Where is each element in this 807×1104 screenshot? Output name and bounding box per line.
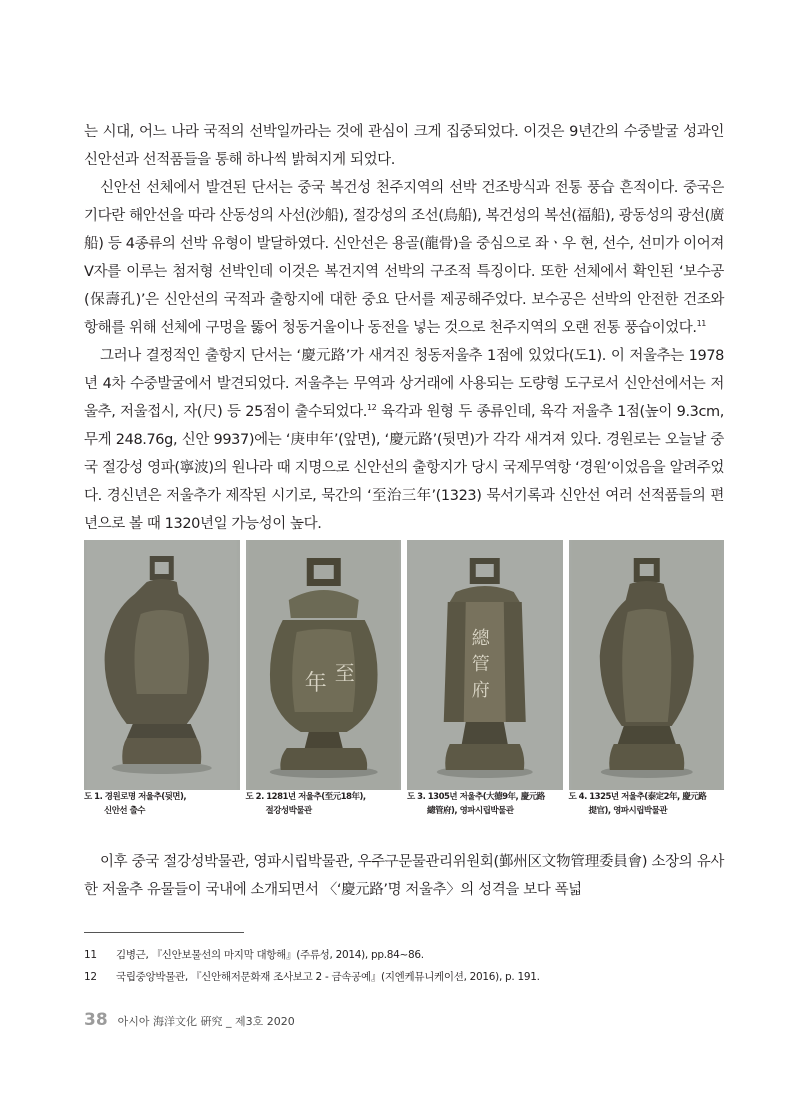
paragraph-3-part1: 그러나 결정적인 출항지 단서는 ‘慶元路’가 새겨진 청동저울추 1점에 있었다(도1). 이 저울추는 1978년 4차 수중발굴에서 발견되었다. 저울추는 무역과 상거래에 사용되는 도량형 도구로서 신안선에서는 저울추, 저울접시, 자(尺) 등 25점이 출수되었다. bbox=[84, 348, 724, 420]
paragraph-4: 이후 중국 절강성박물관, 영파시립박물관, 우주구문물관리위원회(鄞州区文物管理委員會) 소장의 유사한 저울추 유물들이 국내에 소개되면서 〈‘慶元路’명 저울추〉의 성격을 보다 폭넓 bbox=[84, 854, 724, 898]
paragraph-2-text: 신안선 선체에서 발견된 단서는 중국 복건성 천주지역의 선박 건조방식과 전통 풍습 흔적이다. 중국은 기다란 해안선을 따라 산동성의 사선(沙船), 절강성의 조선(鳥船), 복건성의 복선(福船), 광동성의 광선(廣船) 등 4종류의 선박 유형이 발달하였다. 신안선은 용골(龍骨)을 중심으로 좌ㆍ우 현, 선수, 선미가 이어져 V자를 이루는 첨저형 선박인데 이것은 복건지역 선박의 구조적 특징이다. 또한 선체에서 확인된 ‘보수공(保壽孔)’은 신안선의 국적과 출항지에 대한 중요 단서를 제공해주었다. 보수공은 선박의 안전한 건조와 항해를 위해 선체에 구멍을 뚫어 청동거울이나 동전을 넣는 것으로 천주지역의 오랜 전통 풍습이었다. bbox=[84, 180, 724, 336]
weight-3-image bbox=[407, 540, 563, 790]
figure-3-photo bbox=[407, 540, 563, 790]
caption-line: 도 4. 1325년 저울추(泰定2年, 慶元路 bbox=[568, 792, 707, 802]
caption-line: 도 3. 1305년 저울추(大德9年, 慶元路 bbox=[407, 792, 545, 802]
caption-line: 신안선 출수 bbox=[104, 806, 146, 816]
caption-line: 도 1. 경원로명 저울추(뒷면), bbox=[84, 792, 187, 802]
journal-title: 아시아 海洋文化 硏究 _ 제3호 2020 bbox=[117, 1015, 295, 1028]
footnote-12 bbox=[84, 966, 724, 988]
figure-1-photo bbox=[84, 540, 240, 790]
paragraph-2 bbox=[84, 174, 724, 342]
figure-4-caption bbox=[569, 790, 725, 818]
footnote-ref-11: 11 bbox=[696, 319, 706, 329]
page-footer bbox=[84, 1010, 295, 1030]
inscription-zong: 總 bbox=[471, 628, 490, 649]
page-number: 38 bbox=[84, 1010, 108, 1030]
footnote-number: 11 bbox=[84, 949, 97, 961]
figure-captions bbox=[84, 790, 724, 818]
paragraph-1: 는 시대, 어느 나라 국적의 선박일까라는 것에 관심이 크게 집중되었다. 이것은 9년간의 수중발굴 성과인 신안선과 선적품들을 통해 하나씩 밝혀지게 되었다. bbox=[84, 124, 724, 168]
weight-4-image bbox=[569, 540, 725, 790]
footnote-ref-12: 12 bbox=[366, 403, 377, 413]
figure-row bbox=[84, 540, 724, 790]
figure-4-photo bbox=[569, 540, 725, 790]
footnote-divider bbox=[84, 932, 244, 933]
footnote-text: 국립중앙박물관, 『신안해저문화재 조사보고 2 - 금속공예』(지엔케뮤니케이션, 2016), p. 191. bbox=[116, 971, 540, 983]
figure-3-caption bbox=[407, 790, 563, 818]
inscription-fu: 府 bbox=[471, 680, 490, 701]
footnotes bbox=[84, 944, 724, 988]
paragraph-3 bbox=[84, 342, 724, 538]
caption-line: 절강성박물관 bbox=[265, 806, 312, 816]
caption-line: 總管府), 영파시립박물관 bbox=[427, 806, 514, 816]
footnote-number: 12 bbox=[84, 971, 97, 983]
inscription-guan: 管 bbox=[471, 654, 490, 675]
figure-2-photo bbox=[246, 540, 402, 790]
caption-line: 提官), 영파시립박물관 bbox=[588, 806, 668, 816]
footnote-11 bbox=[84, 944, 724, 966]
footnote-text: 김병근, 『신안보물선의 마지막 대항해』(주류성, 2014), pp.84~86. bbox=[116, 949, 424, 961]
weight-1-image bbox=[84, 540, 240, 790]
body-text-bottom bbox=[84, 848, 724, 904]
inscription-nian: 年 bbox=[304, 671, 327, 696]
figure-1-caption bbox=[84, 790, 240, 818]
weight-2-image bbox=[246, 540, 402, 790]
body-text-top bbox=[84, 118, 724, 538]
paragraph-3-part2: 육각과 원형 두 종류인데, 육각 저울추 1점(높이 9.3cm, 무게 248.76g, 신안 9937)에는 ‘庚申年’(앞면), ‘慶元路’(뒷면)가 각각 새겨져 있다. 경원로는 오늘날 중국 절강성 영파(寧波)의 원나라 때 지명으로 신안선의 출항지가 당시 국제무역항 ‘경원’이었음을 알려주었다. 경신년은 저울추가 제작된 시기로, 묵간의 ‘至治三年’(1323) 묵서기록과 신안선 여러 선적품들의 편년으로 볼 때 1320년일 가능성이 높다. bbox=[84, 404, 724, 532]
figure-2-caption bbox=[246, 790, 402, 818]
inscription-zhi: 至 bbox=[334, 661, 355, 685]
caption-line: 도 2. 1281년 저울추(至元18年), bbox=[245, 792, 366, 802]
